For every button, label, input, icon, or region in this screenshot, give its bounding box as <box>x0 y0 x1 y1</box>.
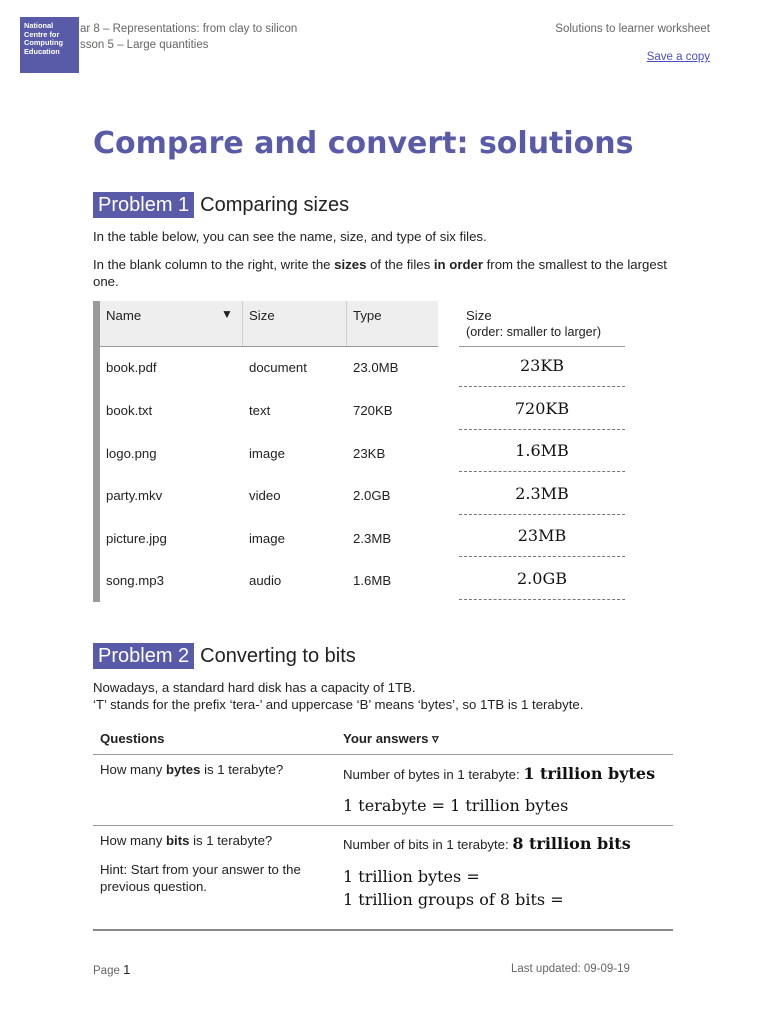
file-name: logo.png <box>106 446 157 461</box>
question-text: How many <box>100 833 166 848</box>
problem2-intro-line1: Nowadays, a standard hard disk has a capacity of 1TB. <box>93 680 416 695</box>
file-type: document <box>249 360 307 375</box>
answer-size: 2.0GB <box>517 569 567 588</box>
file-name: book.txt <box>106 403 153 418</box>
instr-bold: sizes <box>334 257 367 272</box>
question-text: is 1 terabyte? <box>200 762 284 777</box>
answer-line[interactable] <box>459 599 625 600</box>
file-type: image <box>249 531 285 546</box>
instr-text: of the files <box>366 257 434 272</box>
file-size: 23KB <box>353 446 386 461</box>
problem1-instructions <box>93 256 683 290</box>
file-size: 720KB <box>353 403 393 418</box>
instr-text: In the blank column to the right, write the <box>93 257 335 272</box>
header-lesson: sson 5 – Large quantities <box>80 39 209 51</box>
page-number: 1 <box>123 962 131 977</box>
logo-line: Education <box>24 46 60 56</box>
answer-size: 2.3MB <box>515 484 569 503</box>
problem2-title: Converting to bits <box>200 645 356 667</box>
question-text: How many <box>100 762 166 777</box>
answer-bits-value: 8 trillion bits <box>512 834 631 853</box>
file-size: 2.3MB <box>353 531 392 546</box>
problem1-title: Comparing sizes <box>200 194 350 216</box>
file-name: picture.jpg <box>106 531 167 546</box>
instr-bold: in order <box>433 257 483 272</box>
logo-line: Computing <box>24 38 63 48</box>
file-name: book.pdf <box>106 360 157 375</box>
problem1-intro: In the table below, you can see the name, size, and type of six files. <box>93 229 487 244</box>
answer-bits-working-1: 1 trillion bytes = <box>343 867 480 886</box>
answer-bits-row <box>343 834 631 853</box>
sort-down-icon[interactable]: ▼ <box>221 307 233 321</box>
ncce-logo <box>20 17 79 73</box>
col-header-type[interactable]: Type <box>353 308 382 323</box>
file-type: text <box>249 403 271 418</box>
problem2-tag: Problem 2 <box>93 643 194 669</box>
answer-bytes-value: 1 trillion bytes <box>523 764 656 783</box>
question-text: is 1 terabyte? <box>189 833 273 848</box>
answer-bytes-row <box>343 764 655 783</box>
answer-line[interactable] <box>459 556 625 557</box>
col-header-name[interactable]: Name <box>106 308 142 323</box>
table-divider <box>93 825 673 826</box>
col-header-size[interactable]: Size <box>249 308 275 323</box>
answer-size: 720KB <box>514 399 570 418</box>
col-header-questions: Questions <box>100 731 165 746</box>
file-type: image <box>249 446 285 461</box>
answer-bytes-working: 1 terabyte = 1 trillion bytes <box>343 796 569 815</box>
page-title: Compare and convert: solutions <box>93 126 634 161</box>
table-col-divider <box>242 301 243 347</box>
table-divider <box>93 754 673 755</box>
question-bold: bits <box>165 833 190 848</box>
table-header-underline <box>100 346 438 347</box>
logo-line: Centre for <box>24 29 60 39</box>
answer-bits-working-2: 1 trillion groups of 8 bits = <box>343 890 564 909</box>
table-bottom-border <box>93 929 673 931</box>
table-left-bar <box>93 301 100 602</box>
answer-prefix: Number of bits in 1 terabyte: <box>343 837 513 852</box>
answer-size: 23KB <box>519 356 565 375</box>
answer-line[interactable] <box>459 386 625 387</box>
file-name: song.mp3 <box>106 573 164 588</box>
question-hint: Hint: Start from your answer to the previous question. <box>100 862 301 894</box>
last-updated: Last updated: 09-09-19 <box>511 963 630 975</box>
file-size: 23.0MB <box>353 360 399 375</box>
header-doc-type: Solutions to learner worksheet <box>555 23 710 35</box>
answer-line[interactable] <box>459 514 625 515</box>
save-copy-link[interactable]: Save a copy <box>646 51 710 63</box>
answer-prefix: Number of bytes in 1 terabyte: <box>343 767 524 782</box>
answer-header-underline <box>459 346 625 347</box>
table-col-divider <box>346 301 347 347</box>
logo-line: National <box>24 21 54 30</box>
file-size: 1.6MB <box>353 573 392 588</box>
file-name: party.mkv <box>106 488 163 503</box>
question-bytes <box>100 762 283 777</box>
page-label: Page <box>93 965 124 977</box>
page-indicator <box>93 962 130 977</box>
instr-text: from the smallest to the largest one. <box>93 257 667 289</box>
answer-line[interactable] <box>459 471 625 472</box>
file-type: audio <box>249 573 282 588</box>
answer-size: 23MB <box>517 526 567 545</box>
answer-col-subheader: (order: smaller to larger) <box>466 325 602 339</box>
question-bold: bytes <box>165 762 201 777</box>
answer-size: 1.6MB <box>515 441 569 460</box>
col-header-answers: Your answers ▿ <box>343 731 439 746</box>
question-bits <box>100 833 272 848</box>
answer-col-header: Size <box>466 308 492 323</box>
problem1-tag: Problem 1 <box>93 192 194 218</box>
problem2-intro-line2: ‘T’ stands for the prefix ‘tera-’ and uppercase ‘B’ means ‘bytes’, so 1TB is 1 terabyte. <box>93 697 584 712</box>
problem2-heading <box>93 643 356 669</box>
file-size: 2.0GB <box>353 488 391 503</box>
header-course: ar 8 – Representations: from clay to silicon <box>80 23 298 35</box>
answer-line[interactable] <box>459 429 625 430</box>
file-type: video <box>249 488 281 503</box>
problem1-heading <box>93 192 349 218</box>
